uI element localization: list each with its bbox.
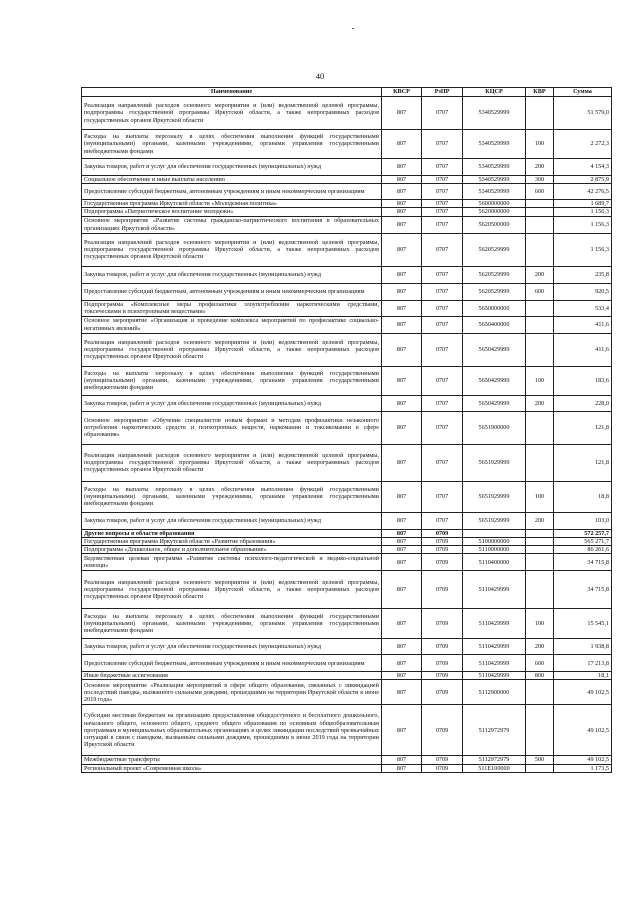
row-name: Предоставление субсидий бюджетным, автономным учреждениям и иным некоммерческим организациям xyxy=(82,184,382,200)
row-kvr: 100 xyxy=(526,481,554,512)
row-name: Реализация направлений расходов основного мероприятия и (или) ведомственной целевой программы, подпрограммы государственной программы Иркутской области, а также непрограммных расходов государственных органов Иркутской области xyxy=(82,333,382,366)
row-rzpr: 0707 xyxy=(422,444,463,481)
table-row xyxy=(82,444,612,481)
row-kvsr: 807 xyxy=(382,208,422,216)
table-row xyxy=(82,184,612,200)
row-kcsr: 5620529999 xyxy=(463,266,526,283)
row-kcsr: 5620529999 xyxy=(463,283,526,300)
row-sum: 228,0 xyxy=(554,395,612,411)
row-name: Реализация направлений расходов основного мероприятия и (или) ведомственной целевой программы, подпрограммы государственной программы Иркутской области, а также непрограммных расходов государственных органов Иркутской области xyxy=(82,444,382,481)
row-rzpr: 0707 xyxy=(422,481,463,512)
row-kvr: 200 xyxy=(526,639,554,655)
table-row xyxy=(82,639,612,655)
row-kvsr: 807 xyxy=(382,316,422,333)
row-kvsr: 807 xyxy=(382,571,422,609)
table-row xyxy=(82,537,612,545)
row-sum: 17 213,8 xyxy=(554,655,612,672)
table-row xyxy=(82,300,612,316)
row-kvsr: 807 xyxy=(382,554,422,571)
table-row xyxy=(82,554,612,571)
row-sum: 533,4 xyxy=(554,300,612,316)
row-name: Основное мероприятие «Развитие системы гражданско-патриотического воспитания в образовательных организациях Иркутской области» xyxy=(82,216,382,233)
budget-table xyxy=(81,87,612,773)
row-rzpr: 0709 xyxy=(422,764,463,772)
row-rzpr: 0707 xyxy=(422,233,463,266)
table-row xyxy=(82,130,612,159)
row-kcsr: 5620000000 xyxy=(463,208,526,216)
row-kvr xyxy=(526,680,554,705)
row-name: Расходы на выплаты персоналу в целях обеспечения выполнения функций государственными (муниципальными) органами, казенными учреждениями, органами управления государственными внебюджетными фондами xyxy=(82,366,382,395)
table-row xyxy=(82,316,612,333)
row-kcsr: 5340529999 xyxy=(463,184,526,200)
row-kvsr: 807 xyxy=(382,512,422,529)
row-kvsr: 807 xyxy=(382,764,422,772)
row-kvr xyxy=(526,300,554,316)
row-rzpr: 0707 xyxy=(422,97,463,130)
row-kvsr: 807 xyxy=(382,705,422,756)
row-kvr xyxy=(526,554,554,571)
table-row xyxy=(82,529,612,537)
row-kvsr: 807 xyxy=(382,266,422,283)
scan-mark xyxy=(352,28,354,29)
row-name: Ведомственная целевая программа «Развитие системы психолого-педагогической и медико-социальной помощи» xyxy=(82,554,382,571)
row-rzpr: 0707 xyxy=(422,176,463,184)
row-sum: 121,8 xyxy=(554,444,612,481)
row-kcsr: 5650429999 xyxy=(463,366,526,395)
row-name: Закупка товаров, работ и услуг для обеспечения государственных (муниципальных) нужд xyxy=(82,266,382,283)
row-kvr xyxy=(526,411,554,444)
row-name: Подпрограмма «Дошкольное, общее и дополнительное образование» xyxy=(82,546,382,554)
table-row xyxy=(82,97,612,130)
row-kvr xyxy=(526,529,554,537)
row-kcsr: 5650400000 xyxy=(463,316,526,333)
row-kcsr: 5110429999 xyxy=(463,639,526,655)
table-row xyxy=(82,208,612,216)
row-rzpr: 0709 xyxy=(422,609,463,639)
column-header-name: Наименование xyxy=(82,88,382,97)
row-kcsr: 5340529999 xyxy=(463,159,526,176)
row-kcsr: 5110400000 xyxy=(463,554,526,571)
table-row xyxy=(82,266,612,283)
row-name: Подпрограмма «Комплексные меры профилактики злоупотребления наркотическими средствами, токсическими и психотропными веществами» xyxy=(82,300,382,316)
row-rzpr: 0707 xyxy=(422,208,463,216)
row-kvr: 500 xyxy=(526,756,554,764)
row-kvsr: 807 xyxy=(382,283,422,300)
row-rzpr: 0707 xyxy=(422,333,463,366)
row-rzpr: 0709 xyxy=(422,756,463,764)
row-rzpr: 0709 xyxy=(422,529,463,537)
row-rzpr: 0707 xyxy=(422,316,463,333)
row-name: Закупка товаров, работ и услуг для обеспечения государственных (муниципальных) нужд xyxy=(82,512,382,529)
row-rzpr: 0709 xyxy=(422,705,463,756)
row-kvr: 100 xyxy=(526,609,554,639)
row-kvsr: 807 xyxy=(382,546,422,554)
row-sum: 34 715,8 xyxy=(554,554,612,571)
row-rzpr: 0707 xyxy=(422,366,463,395)
row-kvr: 300 xyxy=(526,176,554,184)
row-name: Межбюджетные трансферты xyxy=(82,756,382,764)
row-kvr xyxy=(526,216,554,233)
row-sum: 18,1 xyxy=(554,672,612,680)
column-header-kvsr: КВСР xyxy=(382,88,422,97)
row-sum: 42 276,5 xyxy=(554,184,612,200)
table-row xyxy=(82,609,612,639)
row-rzpr: 0707 xyxy=(422,200,463,208)
row-kcsr: 5340529999 xyxy=(463,176,526,184)
row-kvr: 600 xyxy=(526,283,554,300)
table-row xyxy=(82,756,612,764)
row-kcsr: 5650429999 xyxy=(463,395,526,411)
row-kvr xyxy=(526,571,554,609)
row-kvr xyxy=(526,444,554,481)
row-kcsr: 5110429999 xyxy=(463,609,526,639)
row-kvr xyxy=(526,705,554,756)
table-row xyxy=(82,571,612,609)
row-kvr xyxy=(526,316,554,333)
row-kvsr: 807 xyxy=(382,655,422,672)
row-kcsr: 5110000000 xyxy=(463,546,526,554)
row-name: Предоставление субсидий бюджетным, автономным учреждениям и иным некоммерческим организациям xyxy=(82,283,382,300)
row-name: Подпрограмма «Патриотическое воспитание молодежи» xyxy=(82,208,382,216)
row-kvsr: 807 xyxy=(382,333,422,366)
row-kvsr: 807 xyxy=(382,233,422,266)
row-kvr xyxy=(526,208,554,216)
table-row xyxy=(82,655,612,672)
row-kcsr: 511E100000 xyxy=(463,764,526,772)
row-rzpr: 0709 xyxy=(422,571,463,609)
table-row xyxy=(82,546,612,554)
row-sum: 103,0 xyxy=(554,512,612,529)
row-name: Реализация направлений расходов основного мероприятия и (или) ведомственной целевой программы, подпрограммы государственной программы Иркутской области, а также непрограммных расходов государственных органов Иркутской области xyxy=(82,571,382,609)
row-kvsr: 807 xyxy=(382,537,422,545)
row-sum: 51 579,0 xyxy=(554,97,612,130)
table-row xyxy=(82,395,612,411)
row-sum: 572 257,7 xyxy=(554,529,612,537)
row-kvsr: 807 xyxy=(382,411,422,444)
table-row xyxy=(82,680,612,705)
row-kvr xyxy=(526,764,554,772)
row-kvr: 200 xyxy=(526,512,554,529)
row-sum: 121,8 xyxy=(554,411,612,444)
row-sum: 34 715,8 xyxy=(554,571,612,609)
row-kvsr: 807 xyxy=(382,481,422,512)
row-kcsr: 5620529999 xyxy=(463,233,526,266)
row-kcsr: 5110429999 xyxy=(463,672,526,680)
row-kvr xyxy=(526,537,554,545)
row-rzpr: 0709 xyxy=(422,639,463,655)
row-name: Государственная программа Иркутской области «Молодежная политика» xyxy=(82,200,382,208)
row-kcsr: 5620500000 xyxy=(463,216,526,233)
row-name: Реализация направлений расходов основного мероприятия и (или) ведомственной целевой программы, подпрограммы государственной программы Иркутской области, а также непрограммных расходов государственных органов Иркутской области xyxy=(82,97,382,130)
row-kcsr: 5650429999 xyxy=(463,333,526,366)
row-sum: 49 102,5 xyxy=(554,756,612,764)
row-name: Иные бюджетные ассигнования xyxy=(82,672,382,680)
row-name: Другие вопросы в области образования xyxy=(82,529,382,537)
row-name: Закупка товаров, работ и услуг для обеспечения государственных (муниципальных) нужд xyxy=(82,159,382,176)
row-sum: 49 102,5 xyxy=(554,680,612,705)
row-kcsr: 5100000000 xyxy=(463,537,526,545)
table-row xyxy=(82,159,612,176)
row-sum: 411,6 xyxy=(554,316,612,333)
row-kvsr: 807 xyxy=(382,639,422,655)
row-kcsr: 5651929999 xyxy=(463,444,526,481)
row-rzpr: 0707 xyxy=(422,266,463,283)
table-row xyxy=(82,176,612,184)
row-kvsr: 807 xyxy=(382,200,422,208)
row-kcsr: 5112972979 xyxy=(463,756,526,764)
row-name: Субсидии местным бюджетам на организацию предоставления общедоступного и бесплатного дошкольного, начального общего, основного общего, среднего общего образования по основным общеобразовательным программам в муниципальных образовательных организациях в целях ликвидации последствий чрезвычайных ситуаций в связи с паводком, вызванным сильными дождями, прошедшими в июне 2019 года на территории Иркутской области xyxy=(82,705,382,756)
row-kvsr: 807 xyxy=(382,366,422,395)
row-sum: 1 173,5 xyxy=(554,764,612,772)
row-rzpr: 0707 xyxy=(422,184,463,200)
row-kvsr: 807 xyxy=(382,529,422,537)
row-sum: 2 272,3 xyxy=(554,130,612,159)
row-kvr: 600 xyxy=(526,655,554,672)
row-name: Расходы на выплаты персоналу в целях обеспечения выполнения функций государственными (муниципальными) органами, казенными учреждениями, органами управления государственными внебюджетными фондами xyxy=(82,609,382,639)
row-kvsr: 807 xyxy=(382,97,422,130)
row-sum: 2 875,9 xyxy=(554,176,612,184)
row-rzpr: 0709 xyxy=(422,655,463,672)
row-kvsr: 807 xyxy=(382,680,422,705)
row-rzpr: 0709 xyxy=(422,554,463,571)
row-kcsr: 5340529999 xyxy=(463,97,526,130)
row-kvr: 600 xyxy=(526,184,554,200)
row-kcsr: 5110429999 xyxy=(463,655,526,672)
table-row xyxy=(82,233,612,266)
row-kvr xyxy=(526,233,554,266)
table-row xyxy=(82,764,612,772)
column-header-sum: Сумма xyxy=(554,88,612,97)
row-sum: 235,8 xyxy=(554,266,612,283)
table-row xyxy=(82,216,612,233)
table-header-row xyxy=(82,88,612,97)
column-header-kvr: КВР xyxy=(526,88,554,97)
row-name: Закупка товаров, работ и услуг для обеспечения государственных (муниципальных) нужд xyxy=(82,639,382,655)
row-kvr: 200 xyxy=(526,395,554,411)
row-kvsr: 807 xyxy=(382,176,422,184)
table-row xyxy=(82,705,612,756)
row-kcsr: 5651929999 xyxy=(463,512,526,529)
row-sum: 1 156,3 xyxy=(554,233,612,266)
row-name: Основное мероприятие «Организация и проведение комплекса мероприятий по профилактике социально-негативных явлений» xyxy=(82,316,382,333)
row-kvr: 800 xyxy=(526,672,554,680)
row-kcsr xyxy=(463,529,526,537)
row-kvr xyxy=(526,546,554,554)
row-kvsr: 807 xyxy=(382,395,422,411)
table-row xyxy=(82,411,612,444)
row-kvsr: 807 xyxy=(382,672,422,680)
row-sum: 1 156,3 xyxy=(554,208,612,216)
row-rzpr: 0707 xyxy=(422,411,463,444)
row-name: Реализация направлений расходов основного мероприятия и (или) ведомственной целевой программы, подпрограммы государственной программы Иркутской области, а также непрограммных расходов государственных органов Иркутской области xyxy=(82,233,382,266)
column-header-kcsr: КЦСР xyxy=(463,88,526,97)
row-kvsr: 807 xyxy=(382,184,422,200)
row-name: Закупка товаров, работ и услуг для обеспечения государственных (муниципальных) нужд xyxy=(82,395,382,411)
row-rzpr: 0707 xyxy=(422,130,463,159)
row-rzpr: 0707 xyxy=(422,159,463,176)
row-kvsr: 807 xyxy=(382,159,422,176)
row-kvsr: 807 xyxy=(382,300,422,316)
row-kvr xyxy=(526,333,554,366)
row-kcsr: 5112972979 xyxy=(463,705,526,756)
row-sum: 1 689,7 xyxy=(554,200,612,208)
row-name: Государственная программа Иркутской области «Развитие образования» xyxy=(82,537,382,545)
row-kvr xyxy=(526,97,554,130)
row-rzpr: 0709 xyxy=(422,680,463,705)
row-kvr: 200 xyxy=(526,159,554,176)
table-row xyxy=(82,283,612,300)
row-kcsr: 5651900000 xyxy=(463,411,526,444)
row-sum: 1 156,3 xyxy=(554,216,612,233)
row-sum: 18,8 xyxy=(554,481,612,512)
row-name: Основное мероприятие «Реализация мероприятий в сфере общего образования, связанных с ликвидацией последствий паводка, вызванного сильными дождями, прошедшими на территории Иркутской области в июне 2019 года» xyxy=(82,680,382,705)
row-name: Региональный проект «Современная школа» xyxy=(82,764,382,772)
table-row xyxy=(82,481,612,512)
table-row xyxy=(82,366,612,395)
table-row xyxy=(82,672,612,680)
row-kvsr: 807 xyxy=(382,609,422,639)
row-kvr: 200 xyxy=(526,266,554,283)
row-kcsr: 5112900000 xyxy=(463,680,526,705)
row-sum: 920,5 xyxy=(554,283,612,300)
row-name: Расходы на выплаты персоналу в целях обеспечения выполнения функций государственными (муниципальными) органами, казенными учреждениями, органами управления государственными внебюджетными фондами xyxy=(82,130,382,159)
row-kvsr: 807 xyxy=(382,216,422,233)
row-rzpr: 0707 xyxy=(422,283,463,300)
row-name: Предоставление субсидий бюджетным, автономным учреждениям и иным некоммерческим организациям xyxy=(82,655,382,672)
row-kvsr: 807 xyxy=(382,756,422,764)
row-rzpr: 0707 xyxy=(422,395,463,411)
row-sum: 411,6 xyxy=(554,333,612,366)
row-name: Социальное обеспечение и иные выплаты населению xyxy=(82,176,382,184)
row-kcsr: 5600000000 xyxy=(463,200,526,208)
page-number: 40 xyxy=(315,71,325,81)
row-rzpr: 0707 xyxy=(422,216,463,233)
table-row xyxy=(82,200,612,208)
row-kcsr: 5340529999 xyxy=(463,130,526,159)
row-kcsr: 5650000000 xyxy=(463,300,526,316)
row-sum: 183,6 xyxy=(554,366,612,395)
table-row xyxy=(82,512,612,529)
row-kvr xyxy=(526,200,554,208)
row-name: Основное мероприятие «Обучение специалистов новым формам и методам профилактики незаконного потребления наркотических средств и психотропных веществ, наркомании и токсикомании в сфере образования» xyxy=(82,411,382,444)
row-sum: 1 938,8 xyxy=(554,639,612,655)
row-kvsr: 807 xyxy=(382,444,422,481)
row-sum: 4 154,3 xyxy=(554,159,612,176)
row-rzpr: 0707 xyxy=(422,512,463,529)
row-sum: 49 102,5 xyxy=(554,705,612,756)
row-sum: 565 271,7 xyxy=(554,537,612,545)
row-sum: 15 545,1 xyxy=(554,609,612,639)
row-kcsr: 5651929999 xyxy=(463,481,526,512)
row-kvr: 100 xyxy=(526,366,554,395)
row-rzpr: 0707 xyxy=(422,300,463,316)
row-rzpr: 0709 xyxy=(422,546,463,554)
row-rzpr: 0709 xyxy=(422,537,463,545)
row-kcsr: 5110429999 xyxy=(463,571,526,609)
row-rzpr: 0709 xyxy=(422,672,463,680)
table-row xyxy=(82,333,612,366)
row-kvsr: 807 xyxy=(382,130,422,159)
row-kvr: 100 xyxy=(526,130,554,159)
row-name: Расходы на выплаты персоналу в целях обеспечения выполнения функций государственными (муниципальными) органами, казенными учреждениями, органами управления государственными внебюджетными фондами xyxy=(82,481,382,512)
row-sum: 86 261,6 xyxy=(554,546,612,554)
column-header-rzpr: РзПР xyxy=(422,88,463,97)
